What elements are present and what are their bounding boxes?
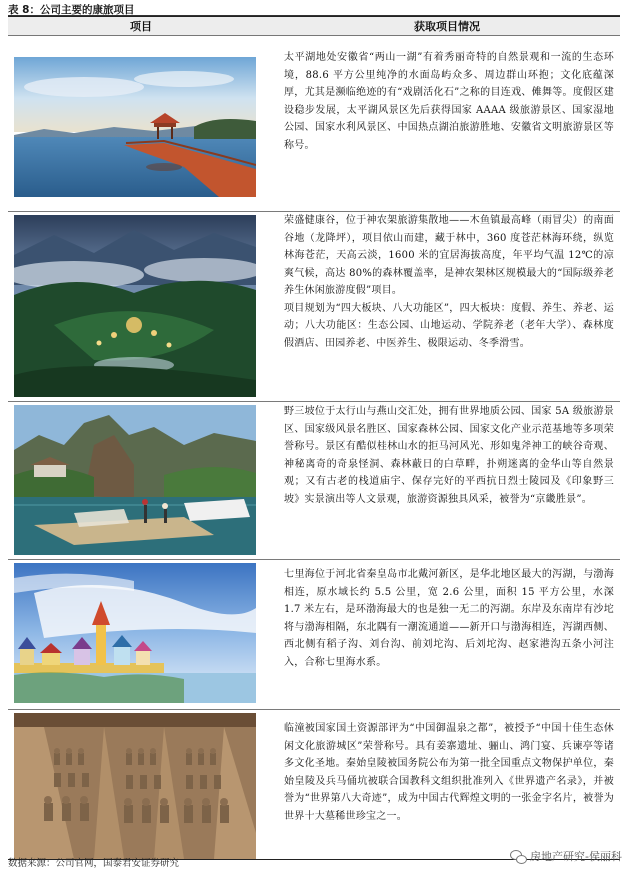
taiping-lake-pier-photo — [14, 57, 256, 197]
wechat-watermark — [510, 848, 622, 864]
table-row — [8, 212, 620, 402]
table-header — [8, 16, 620, 36]
row-description: 荣盛健康谷，位于神农架旅游集散地——木鱼镇最高峰（雨冒尖）的南面谷地（龙降坪），项目依山而建，藏于林中，360 度苍茫林海环绕，纵览林海苍茫，天高云淡，1600 米的宜居海拔高度，年平均气温 12℃的凉爽气候，高达 80%的森林覆盖率，是神农架林区规模最大的“国际级养老养生休闲旅游度假”项目。 项目规划为“四大板块、八大功能区”，四大板块：度假、养生、养老、运动；八大功能区：生态公园、山地运动、学院养老（老年大学）、森林度假酒店、田园养老、中医养生、极限运动、冬季滑雪。 — [284, 215, 614, 349]
table-row — [8, 710, 620, 860]
wechat-icon — [510, 850, 526, 863]
table-row — [8, 560, 620, 710]
table-caption: 表 8：公司主要的康旅项目 — [8, 4, 135, 16]
row-description: 七里海位于河北省秦皇岛市北戴河新区，是华北地区最大的泻湖，与渤海相连，原水域长约 5.5 公里，宽 2.6 公里，面积 15 平方公里，水深 1.7 米左右，是环渤海最大的也是独一无二的泻湖。东岸及东南岸有沙坨将与渤海相隔，东北隅有一潮流通道——新开口与渤海相连，泻湖西侧、西北侧有稻子沟、刘台沟、前刘坨沟、后刘坨沟、赵家港沟五条小河注入，合称七里海水系。 — [284, 569, 618, 668]
header-info: 获取项目情况 — [414, 20, 480, 33]
projects-table — [8, 16, 620, 822]
data-source-note: 数据来源：公司官网，国泰君安证券研究 — [8, 858, 180, 869]
watermark-text: 房地产研究-侯丽科 — [530, 850, 622, 863]
table-row — [8, 402, 620, 560]
qilihai-lagoon-castle-photo — [14, 563, 256, 703]
table-row — [8, 37, 620, 212]
shennongjia-valley-resort-photo — [14, 215, 256, 397]
row-description: 临潼被国家国土资源部评为“中国御温泉之都”，被授予“中国十佳生态休闲文化旅游城区”荣誉称号。具有姜寨遗址、骊山、鸿门宴、兵谏亭等诸多文化圣地。秦始皇陵被国务院公布为第一批全国重点文物保护单位，秦始皇陵及兵马俑坑被联合国教科文组织批准列入《世界遗产名录》，并被誉为“世界第八大奇迹”，成为中国古代辉煌文明的一张金字名片，被誉为世界十大墓稀世珍宝之一。 — [284, 723, 614, 822]
row-description: 野三坡位于太行山与燕山交汇处，拥有世界地质公园、国家 5A 级旅游景区、国家级风景名胜区、国家森林公园、国家文化产业示范基地等多项荣誉称号。景区有酷似桂林山水的拒马河风光、形如鬼斧神工的峡谷奇观、神秘离奇的奇泉怪洞、森林蔽日的白草畔，扑朔迷离的金华山等自然景观；又有古老的栈道庙宇、保存完好的平西抗日烈士陵园及《印象野三坡》实景演出等人文景观，旅游资源独具风采，被誉为“京畿胜景”。 — [284, 406, 614, 505]
yesanpo-river-bamboo-raft-photo — [14, 405, 256, 555]
row-description: 太平湖地处安徽省“两山一湖”有着秀丽奇特的自然景观和一流的生态环境，88.6 平方公里纯净的水面岛屿众多、周边群山环抱；文化底蕴深厚，尤其是濒临绝迹的有“戏剧活化石”之称的目连戏、傩舞等。度假区建设稳步发展，太平湖风景区先后获得国家 AAAA 级旅游景区、国家湿地公园、国家水利风景区、中国热点湖泊旅游胜地、安徽省文明旅游景区等称号。 — [284, 52, 614, 151]
header-project: 项目 — [130, 20, 152, 33]
terracotta-warriors-pit-photo — [14, 713, 256, 859]
